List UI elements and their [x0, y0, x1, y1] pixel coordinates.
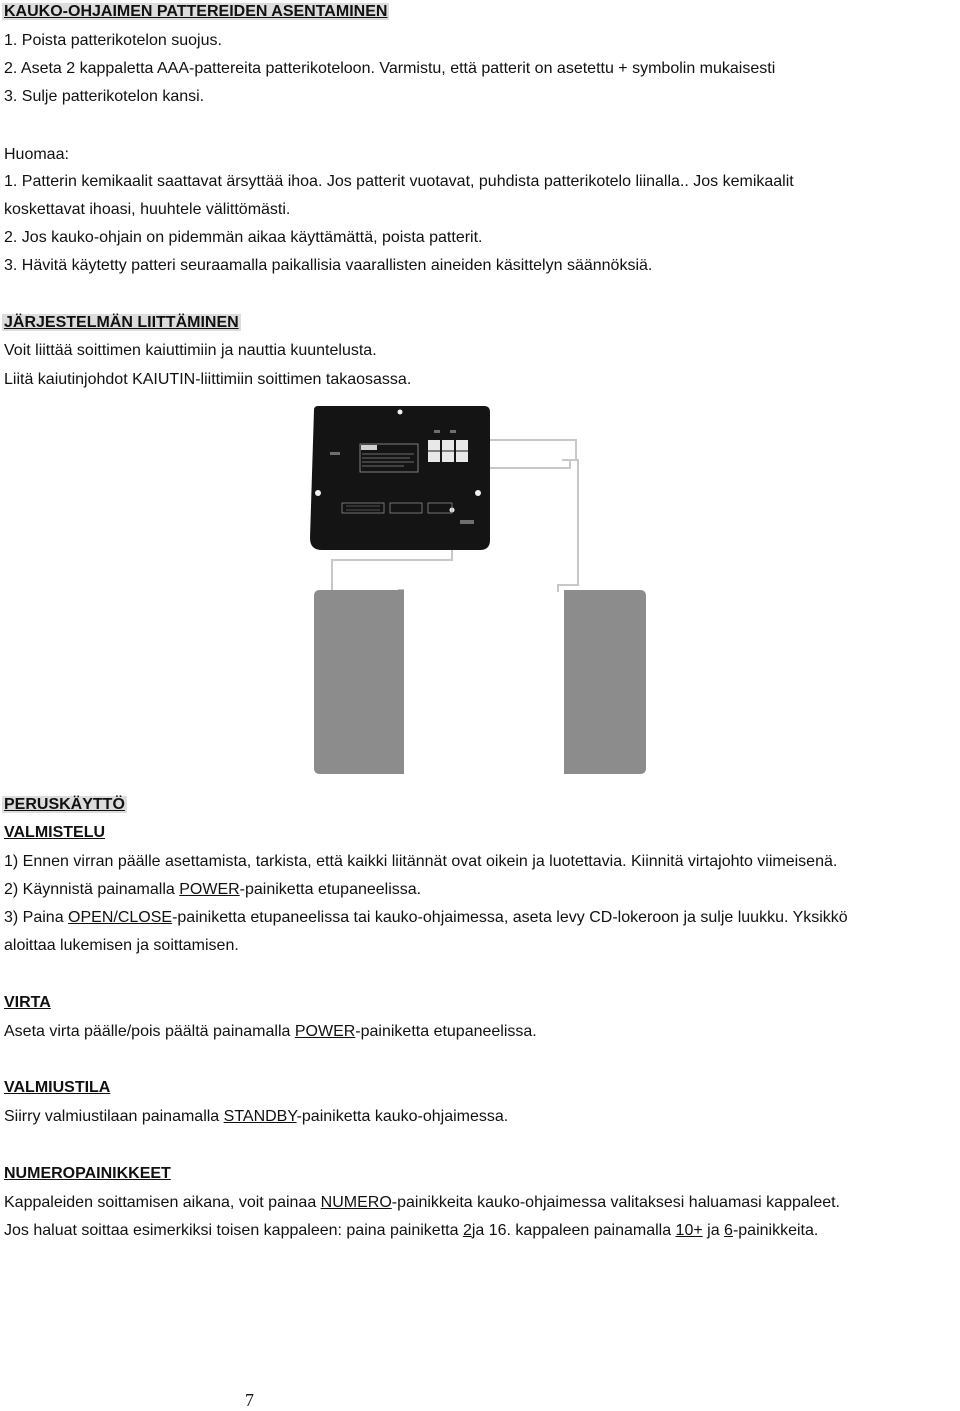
numbers-title: NUMEROPAINIKKEET — [4, 1165, 171, 1182]
speaker-connection-diagram — [300, 400, 700, 780]
basic-section-title: PERUSKÄYTTÖ — [4, 796, 125, 813]
numbers-line-2: Jos haluat soittaa esimerkiksi toisen kappaleen: paina painiketta 2ja 16. kappaleen painamalla 10+ ja 6-painikkeita. — [4, 1222, 819, 1239]
power-title: VIRTA — [4, 994, 51, 1011]
power-text: Aseta virta päälle/pois päältä painamalla POWER-painiketta etupaneelissa. — [4, 1023, 537, 1040]
right-speaker — [564, 590, 646, 774]
connect-line: Liitä kaiutinjohdot KAIUTIN-liittimiin soittimen takaosassa. — [4, 371, 412, 388]
battery-step: 3. Sulje patterikotelon kansi. — [4, 88, 205, 105]
prep-step-3: 3) Paina OPEN/CLOSE-painiketta etupaneelissa tai kauko-ohjaimessa, aseta levy CD-lokeroon ja sulje luukku. Yksikkö — [4, 909, 848, 926]
battery-step: 2. Aseta 2 kappaletta AAA-pattereita patterikoteloon. Varmistu, että patterit on asetettu + symbolin mukaisesti — [4, 60, 776, 77]
brand-logo — [361, 445, 377, 450]
prep-title: VALMISTELU — [4, 824, 106, 841]
player-back-panel — [310, 406, 490, 550]
screw-icon — [475, 490, 481, 496]
standby-text: Siirry valmiustilaan painamalla STANDBY-painiketta kauko-ohjaimessa. — [4, 1108, 509, 1125]
connect-section-title: JÄRJESTELMÄN LIITTÄMINEN — [4, 314, 239, 331]
note-line: koskettavat ihoasi, huuhtele välittömästi. — [4, 201, 291, 218]
prep-step-3-cont: aloittaa lukemisen ja soittamisen. — [4, 937, 239, 954]
standby-title: VALMIUSTILA — [4, 1079, 111, 1096]
note-line: 3. Hävitä käytetty patteri seuraamalla paikallisia vaarallisten aineiden käsittelyn säännöksiä. — [4, 257, 653, 274]
prep-step-2: 2) Käynnistä painamalla POWER-painiketta etupaneelissa. — [4, 881, 422, 898]
battery-step: 1. Poista patterikotelon suojus. — [4, 32, 222, 49]
note-line: 2. Jos kauko-ohjain on pidemmän aikaa käyttämättä, poista patterit. — [4, 229, 483, 246]
left-speaker — [314, 590, 404, 774]
screw-icon — [315, 490, 321, 496]
battery-section-title: KAUKO-OHJAIMEN PATTEREIDEN ASENTAMINEN — [4, 3, 388, 20]
numbers-line-1: Kappaleiden soittamisen aikana, voit painaa NUMERO-painikkeita kauko-ohjaimessa valitaksesi haluamasi kappaleet. — [4, 1194, 840, 1211]
note-line: 1. Patterin kemikaalit saattavat ärsyttää ihoa. Jos patterit vuotavat, puhdista patterikotelo liinalla.. Jos kemikaalit — [4, 173, 794, 190]
page-number: 7 — [245, 1390, 254, 1410]
connect-line: Voit liittää soittimen kaiuttimiin ja nauttia kuuntelusta. — [4, 342, 377, 359]
prep-step-1: 1) Ennen virran päälle asettamista, tarkista, että kaikki liitännät ovat oikein ja luotettavia. Kiinnitä virtajohto viimeisenä. — [4, 853, 838, 870]
note-label: Huomaa: — [4, 146, 69, 163]
screw-icon — [398, 410, 403, 415]
